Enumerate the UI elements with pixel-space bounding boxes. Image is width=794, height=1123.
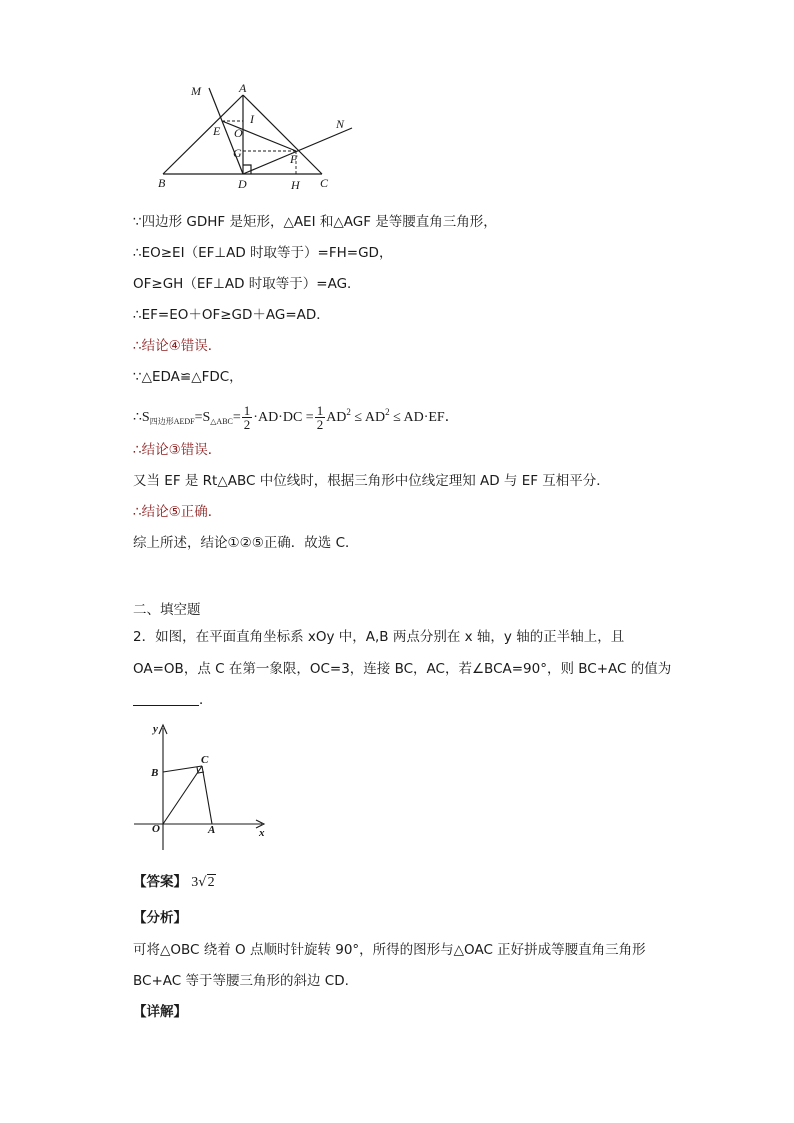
answer-radicand: 2 <box>207 875 215 890</box>
answer-coef: 3 <box>191 875 199 890</box>
square-2: 2 <box>385 407 390 417</box>
label-G: G <box>233 146 242 160</box>
sqrt-sign: √ <box>198 875 207 890</box>
area-mid: ·AD·DC = <box>253 410 314 425</box>
axis-label-y: y <box>153 723 158 735</box>
solution-line-9: 又当 EF 是 Rt△ABC 中位线时，根据三角形中位线定理知 AD 与 EF 互相平分． <box>133 473 610 489</box>
label-C: C <box>320 176 329 190</box>
geometry-figure-1 <box>150 78 365 193</box>
area-ad: AD <box>326 410 347 425</box>
coordinate-figure-2 <box>130 715 275 855</box>
label-A: A <box>239 81 247 95</box>
area-inequality <box>133 402 459 432</box>
label-B: B <box>158 176 166 190</box>
solution-line-1: ∵四边形 GDHF 是矩形，△AEI 和△AGF 是等腰直角三角形， <box>133 214 497 230</box>
area-end: ≤ AD·EF． <box>389 410 459 425</box>
question-end: ． <box>199 692 213 708</box>
answer-blank <box>133 693 199 706</box>
area-sub-quad: 四边形AEDF <box>149 417 195 426</box>
label-E: E <box>213 124 221 138</box>
fraction-half-1 <box>242 404 253 431</box>
answer-value <box>191 873 215 893</box>
frac-num-1: 1 <box>243 403 251 419</box>
question-line-2: OA=OB，点 C 在第一象限，OC=3，连接 BC，AC，若∠BCA=90°，则 BC+AC 的值为 <box>133 661 672 677</box>
conclusion-5-correct: ∴结论⑤正确． <box>133 504 222 520</box>
label-B2: B <box>151 767 159 779</box>
label-M: M <box>191 84 201 98</box>
frac-den-2: 2 <box>316 417 324 433</box>
question-line-3 <box>133 690 213 710</box>
analysis-line-1: 可将△OBC 绕着 O 点顺时针旋转 90°，所得的图形与△OAC 正好拼成等腰直角三角形 <box>133 942 646 958</box>
label-O2: O <box>152 823 160 835</box>
label-F: F <box>290 152 298 166</box>
answer-label: 【答案】 <box>133 874 187 890</box>
fraction-half-2 <box>315 404 326 431</box>
solution-line-4: ∴EF=EO＋OF≥GD＋AG=AD． <box>133 307 330 323</box>
area-le: ≤ AD <box>350 410 386 425</box>
label-A2: A <box>208 824 216 836</box>
label-H: H <box>291 178 300 192</box>
answer-line <box>133 872 216 893</box>
area-eq: =S <box>194 410 211 425</box>
label-D: D <box>238 177 247 191</box>
section-heading: 二、填空题 <box>133 602 201 618</box>
solution-line-3: OF≥GH（EF⊥AD 时取等于）=AG． <box>133 276 361 292</box>
area-prefix: ∴S <box>133 410 150 425</box>
label-I: I <box>250 112 254 126</box>
conclusion-3-wrong: ∴结论③错误． <box>133 442 222 458</box>
solution-line-2: ∴EO≥EI（EF⊥AD 时取等于）=FH=GD， <box>133 245 393 261</box>
solution-line-6: ∵△EDA≌△FDC， <box>133 369 243 385</box>
label-O: O <box>234 126 243 140</box>
detail-label: 【详解】 <box>133 1004 187 1020</box>
question-line-1: 2．如图，在平面直角坐标系 xOy 中，A,B 两点分别在 x 轴，y 轴的正半轴上，且 <box>133 629 625 645</box>
analysis-label: 【分析】 <box>133 910 187 926</box>
label-C2: C <box>201 754 209 766</box>
square-1: 2 <box>346 407 351 417</box>
area-eq2: = <box>232 410 241 425</box>
frac-num-2: 1 <box>316 403 324 419</box>
analysis-line-2: BC+AC 等于等腰三角形的斜边 CD. <box>133 973 349 989</box>
frac-den-1: 2 <box>243 417 251 433</box>
label-N: N <box>336 117 345 131</box>
conclusion-4-wrong: ∴结论④错误． <box>133 338 222 354</box>
summary-line: 综上所述，结论①②⑤正确．故选 C． <box>133 535 359 551</box>
axis-label-x: x <box>259 827 265 839</box>
area-sub-tri: △ABC <box>210 417 233 426</box>
